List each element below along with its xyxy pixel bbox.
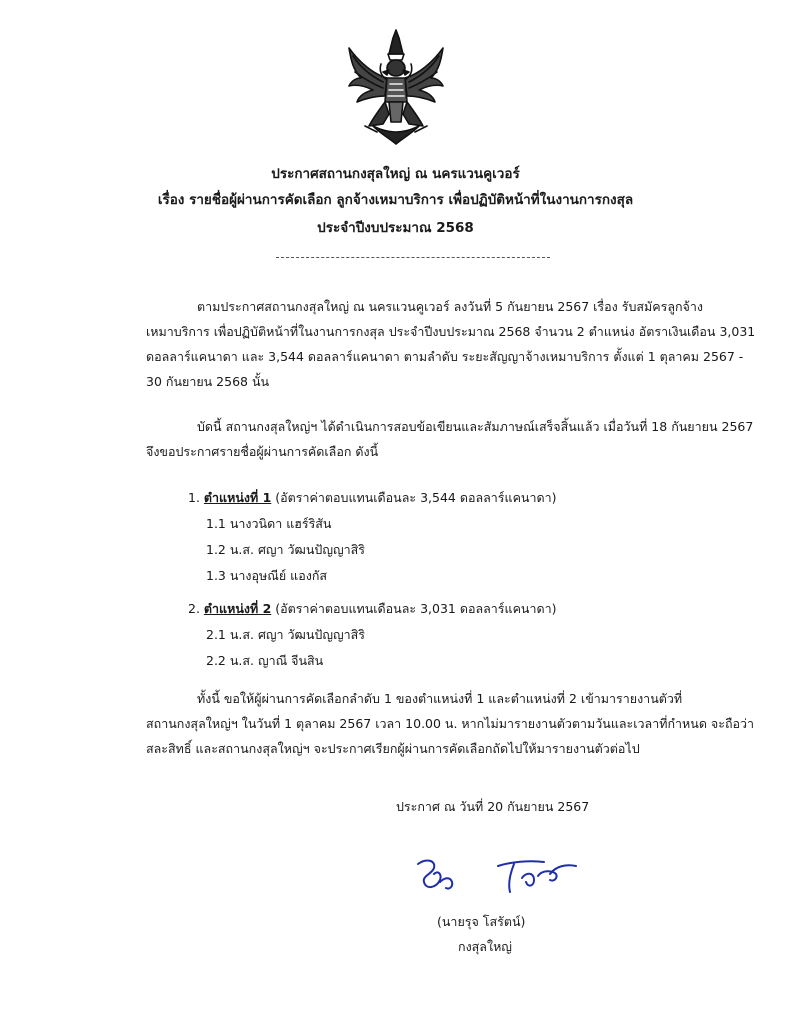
paragraph-1-line-2: เหมาบริการ เพื่อปฏิบัติหน้าที่ในงานการกงสุล ประจำปีงบประมาณ 2568 จำนวน 2 ตำแหน่ง อัตราเงินเดือน 3,031 bbox=[146, 324, 756, 339]
announcement-subject: เรื่อง รายชื่อผู้ผ่านการคัดเลือก ลูกจ้างเหมาบริการ เพื่อปฏิบัติหน้าที่ในงานการกงสุล bbox=[157, 192, 634, 208]
candidate-1-3: 1.3 นางอุษณีย์ แองกัส bbox=[206, 568, 328, 583]
signature-icon bbox=[410, 852, 590, 900]
paragraph-3-line-1: ทั้งนี้ ขอให้ผู้ผ่านการคัดเลือกลำดับ 1 ของตำแหน่งที่ 1 และตำแหน่งที่ 2 เข้ามารายงานตัวที่ bbox=[197, 691, 683, 706]
paragraph-1-line-1: ตามประกาศสถานกงสุลใหญ่ ณ นครแวนคูเวอร์ ลงวันที่ 5 กันยายน 2567 เรื่อง รับสมัครลูกจ้าง bbox=[197, 299, 703, 314]
position-2-title: ตำแหน่งที่ 2 bbox=[203, 601, 272, 616]
position-2-number: 2. bbox=[188, 601, 200, 616]
announcement-date: ประกาศ ณ วันที่ 20 กันยายน 2567 bbox=[396, 799, 590, 814]
paragraph-3-line-2: สถานกงสุลใหญ่ฯ ในวันที่ 1 ตุลาคม 2567 เวลา 10.00 น. หากไม่มารายงานตัวตามวันและเวลาที่กำหนด จะถือว่า bbox=[146, 716, 755, 731]
position-1-title: ตำแหน่งที่ 1 bbox=[203, 490, 272, 505]
position-2-heading bbox=[188, 600, 557, 618]
position-1-rate: (อัตราค่าตอบแทนเดือนละ 3,544 ดอลลาร์แคนาดา) bbox=[271, 490, 557, 505]
paragraph-1-line-4: 30 กันยายน 2568 นั้น bbox=[146, 374, 270, 389]
candidate-2-1: 2.1 น.ส. ศญา วัฒนปัญญาสิริ bbox=[206, 627, 365, 642]
position-1-number: 1. bbox=[188, 490, 200, 505]
header-separator bbox=[276, 257, 550, 258]
candidate-1-1: 1.1 นางวนิดา แฮร์ริสัน bbox=[206, 516, 332, 531]
position-2-rate: (อัตราค่าตอบแทนเดือนละ 3,031 ดอลลาร์แคนาดา) bbox=[271, 601, 557, 616]
paragraph-2-line-2: จึงขอประกาศรายชื่อผู้ผ่านการคัดเลือก ดังนี้ bbox=[146, 444, 379, 459]
paragraph-1-line-3: ดอลลาร์แคนาดา และ 3,544 ดอลลาร์แคนาดา ตามลำดับ ระยะสัญญาจ้างเหมาบริการ ตั้งแต่ 1 ตุลาคม 2567 - bbox=[146, 349, 744, 364]
fiscal-year: ประจำปีงบประมาณ 2568 bbox=[317, 220, 474, 236]
paragraph-2-line-1: บัดนี้ สถานกงสุลใหญ่ฯ ได้ดำเนินการสอบข้อเขียนและสัมภาษณ์เสร็จสิ้นแล้ว เมื่อวันที่ 18 กันยายน 2567 bbox=[197, 419, 754, 434]
paragraph-3-line-3: สละสิทธิ์ และสถานกงสุลใหญ่ฯ จะประกาศเรียกผู้ผ่านการคัดเลือกถัดไปให้มารายงานตัวต่อไป bbox=[146, 741, 640, 756]
garuda-emblem-icon bbox=[343, 26, 449, 148]
position-1-heading bbox=[188, 489, 557, 507]
signer-title: กงสุลใหญ่ bbox=[458, 939, 512, 954]
signer-name: (นายรุจ โสรัตน์) bbox=[437, 914, 526, 929]
candidate-1-2: 1.2 น.ส. ศญา วัฒนปัญญาสิริ bbox=[206, 542, 365, 557]
candidate-2-2: 2.2 น.ส. ญาณี จีนสิน bbox=[206, 653, 324, 668]
announcement-title: ประกาศสถานกงสุลใหญ่ ณ นครแวนคูเวอร์ bbox=[271, 166, 520, 182]
